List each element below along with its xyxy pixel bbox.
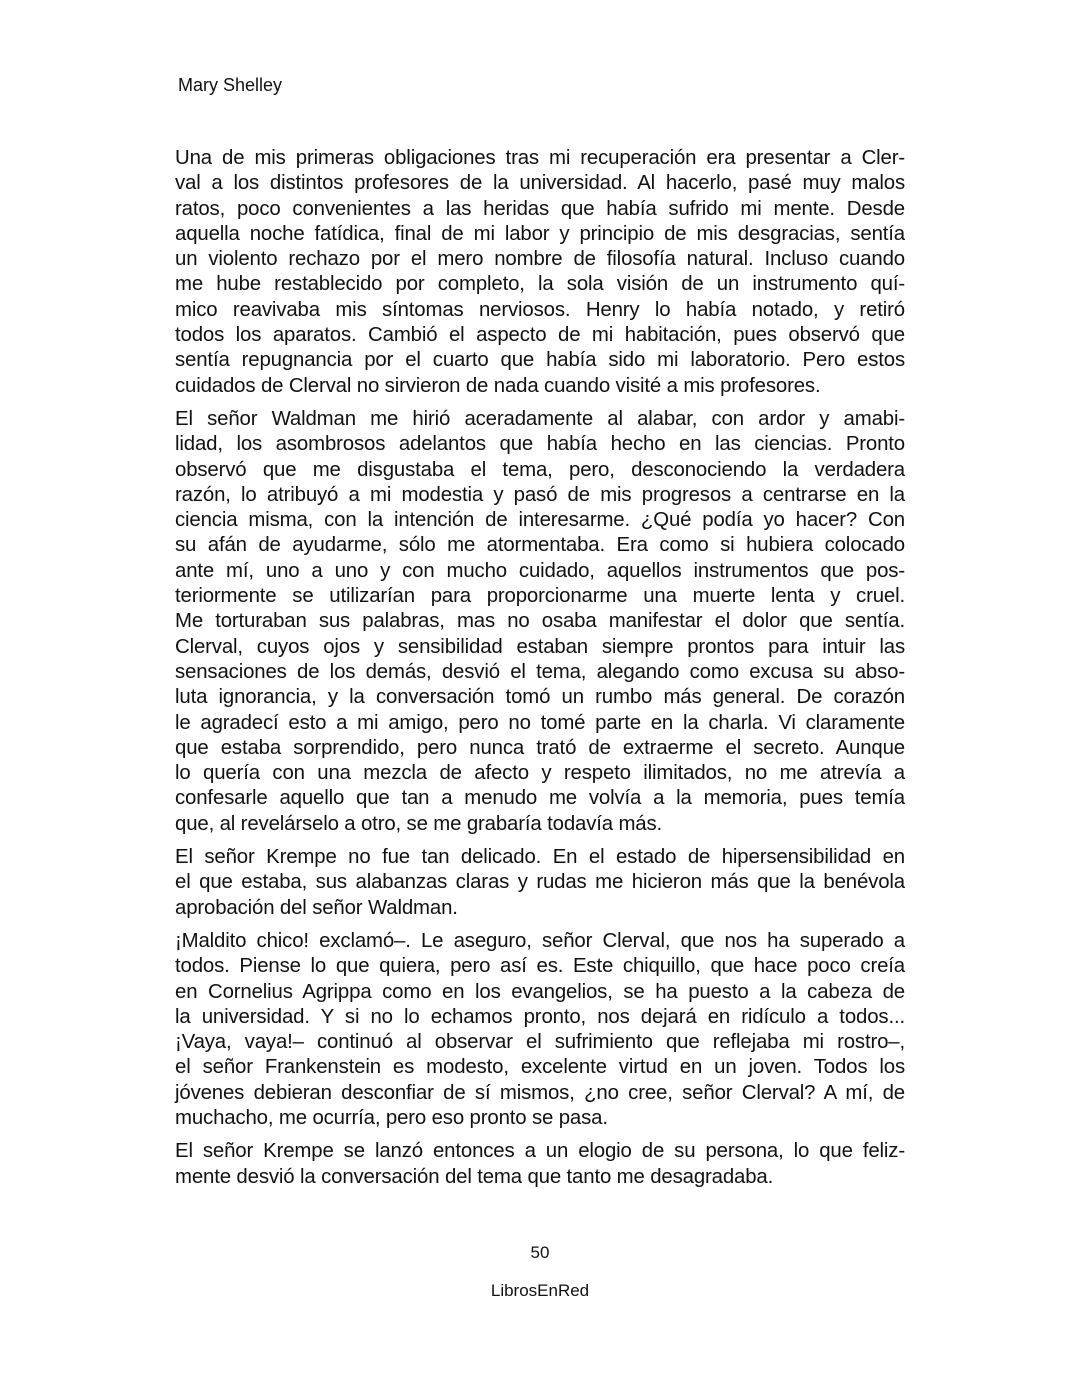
text-line: ¡Vaya, vaya!– continuó al observar el sufrimiento que reflejaba mi rostro–, (175, 1031, 905, 1054)
text-line: teriormente se utilizarían para proporcionarme una muerte lenta y cruel. (175, 585, 905, 608)
text-line: lidad, los asombrosos adelantos que había hecho en las ciencias. Pronto (175, 433, 905, 456)
text-line: ratos, poco convenientes a las heridas que había sufrido mi mente. Desde (175, 197, 905, 220)
text-line: luta ignorancia, y la conversación tomó un rumbo más general. De corazón (175, 686, 905, 709)
text-line: cuidados de Clerval no sirvieron de nada cuando visité a mis profesores. (175, 374, 821, 397)
text-line: El señor Krempe no fue tan delicado. En el estado de hipersensibilidad en (175, 846, 905, 869)
text-line: val a los distintos profesores de la universidad. Al hacerlo, pasé muy malos (175, 172, 905, 195)
text-line: confesarle aquello que tan a menudo me volvía a la memoria, pues temía (175, 787, 905, 810)
text-line: ciencia misma, con la intención de interesarme. ¿Qué podía yo hacer? Con (175, 509, 905, 532)
text-line: el señor Frankenstein es modesto, excelente virtud en un joven. Todos los (175, 1056, 905, 1079)
text-line: sensaciones de los demás, desvió el tema, alegando como excusa su abso- (175, 660, 905, 683)
text-line: sentía repugnancia por el cuarto que había sido mi laboratorio. Pero estos (175, 349, 905, 372)
text-line: Me torturaban sus palabras, mas no osaba manifestar el dolor que sentía. (175, 610, 905, 633)
text-line: la universidad. Y si no lo echamos pronto, nos dejará en ridículo a todos... (175, 1005, 905, 1028)
text-line: me hube restablecido por completo, la sola visión de un instrumento quí- (175, 273, 905, 296)
text-line: Clerval, cuyos ojos y sensibilidad estaban siempre prontos para intuir las (175, 635, 905, 658)
body-text (175, 146, 905, 1198)
text-line: lo quería con una mezcla de afecto y respeto ilimitados, no me atrevía a (175, 762, 905, 785)
text-line: le agradecí esto a mi amigo, pero no tomé parte en la charla. Vi claramente (175, 711, 905, 734)
text-line: todos. Piense lo que quiera, pero así es. Este chiquillo, que hace poco creía (175, 955, 905, 978)
text-line: Una de mis primeras obligaciones tras mi recuperación era presentar a Cler- (175, 147, 905, 169)
paragraph (175, 407, 905, 837)
paragraph (175, 146, 905, 399)
text-line: ¡Maldito chico! exclamó–. Le aseguro, señor Clerval, que nos ha superado a (175, 929, 905, 952)
paragraph (175, 845, 905, 921)
text-line: en Cornelius Agrippa como en los evangelios, se ha puesto a la cabeza de (175, 980, 905, 1003)
text-line: observó que me disgustaba el tema, pero, desconociendo la verdadera (175, 458, 905, 481)
running-head-author: Mary Shelley (178, 75, 283, 95)
text-line: mico reavivaba mis síntomas nerviosos. Henry lo había notado, y retiró (175, 298, 905, 321)
text-line: aprobación del señor Waldman. (175, 896, 458, 919)
text-line: jóvenes debieran desconfiar de sí mismos, ¿no cree, señor Clerval? A mí, de (175, 1081, 905, 1104)
page-number: 50 (530, 1243, 550, 1262)
text-line: que estaba sorprendido, pero nunca trató de extraerme el secreto. Aunque (175, 736, 905, 759)
text-line: que, al revelárselo a otro, se me grabaría todavía más. (175, 812, 663, 835)
text-line: todos los aparatos. Cambió el aspecto de mi habitación, pues observó que (175, 324, 905, 347)
text-line: muchacho, me ocurría, pero eso pronto se pasa. (175, 1106, 608, 1129)
text-line: El señor Krempe se lanzó entonces a un elogio de su persona, lo que feliz- (175, 1140, 905, 1163)
text-line: ante mí, uno a uno y con mucho cuidado, aquellos instrumentos que pos- (175, 559, 905, 582)
text-line: un violento rechazo por el mero nombre de filosofía natural. Incluso cuando (175, 248, 905, 271)
text-line: el que estaba, sus alabanzas claras y rudas me hicieron más que la benévola (175, 871, 905, 894)
text-line: su afán de ayudarme, sólo me atormentaba. Era como si hubiera colocado (175, 534, 905, 557)
text-line: aquella noche fatídica, final de mi labor y principio de mis desgracias, sentía (175, 222, 905, 245)
text-line: razón, lo atribuyó a mi modestia y pasó de mis progresos a centrarse en la (175, 483, 905, 506)
paragraph (175, 929, 905, 1131)
paragraph (175, 1139, 905, 1190)
text-line: mente desvió la conversación del tema que tanto me desagradaba. (175, 1165, 774, 1188)
publisher-footer: LibrosEnRed (490, 1281, 590, 1300)
text-line: El señor Waldman me hirió aceradamente al alabar, con ardor y amabi- (175, 407, 905, 430)
